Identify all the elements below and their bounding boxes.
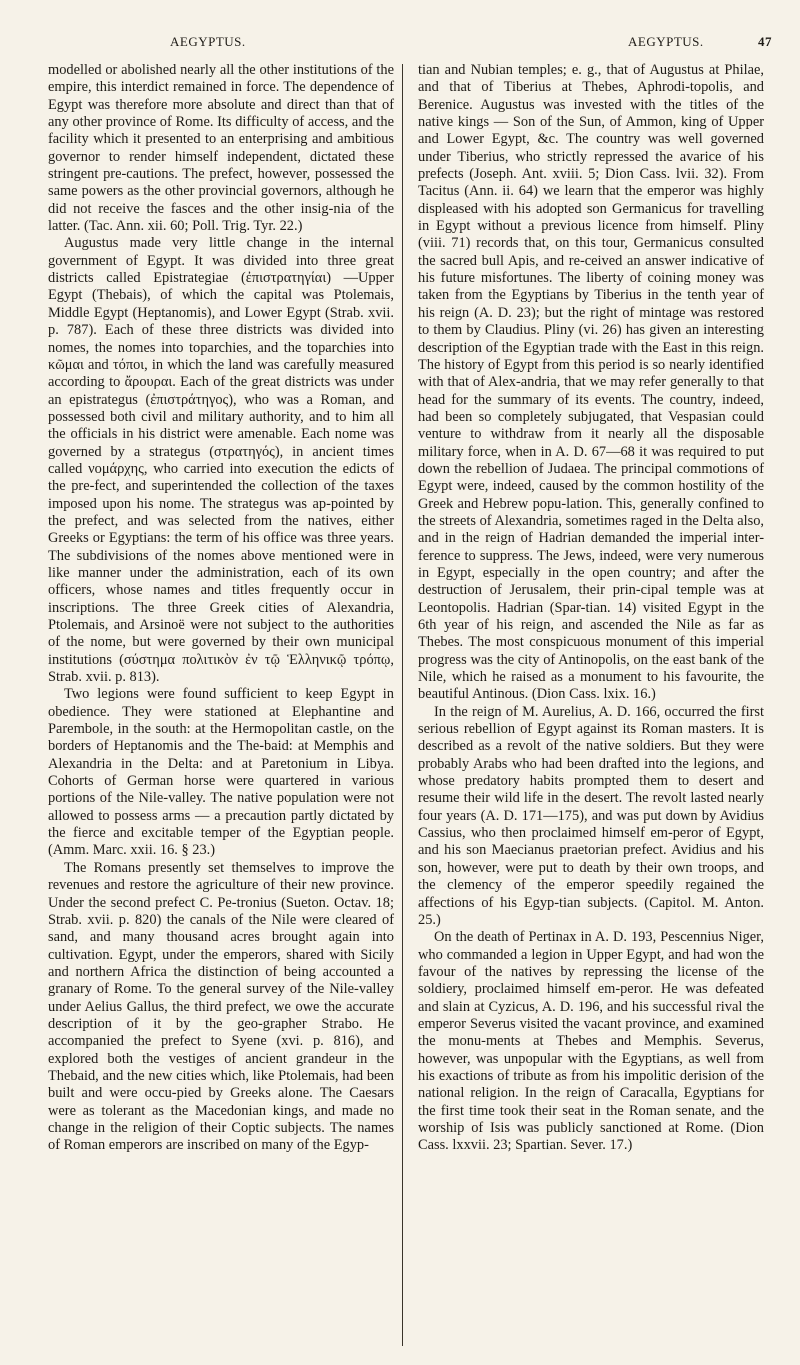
- right-column: [418, 62, 764, 1155]
- paragraph: Two legions were found sufficient to keep Egypt in obedience. They were stationed at Elephantine and Parembole, in the south: at the Hermopolitan castle, on the borders of Heptanomis and the The-baid: at Memphis and Alexandria in the Delta: and at Paretonium in Libya. Cohorts of German horse were quartered in various portions of the Nile-valley. The native population were not allowed to possess arms — a precaution partly dictated by the fierce and excitable temper of the Egyptian people. (Amm. Marc. xxii. 16. § 23.): [48, 686, 394, 859]
- left-column: [48, 62, 394, 1155]
- paragraph: modelled or abolished nearly all the other institutions of the empire, this interdict remained in force. The dependence of Egypt was therefore more absolute and direct than that of any other province of Rome. Its difficulty of access, and the facility which it presented to an enterprising and ambitious governor to render himself independent, dictated these stringent pre-cautions. The prefect, however, possessed the same powers as the other provincial governors, although he did not receive the fasces and the other insig-nia of the latter. (Tac. Ann. xii. 60; Poll. Trig. Tyr. 22.): [48, 62, 394, 235]
- paragraph: Augustus made very little change in the internal government of Egypt. It was divided into three great districts called Epistrategiae (ἐπιστρατηγίαι) —Upper Egypt (Thebais), of which the capital was Ptolemais, Middle Egypt (Heptanomis), and Lower Egypt (Strab. xvii. p. 787). Each of these three districts was divided into nomes, the nomes into toparchies, and the toparchies into κῶμαι and τόποι, in which the land was carefully measured according to ἄρουραι. Each of the great districts was under an epistrategus (ἐπιστράτηγος), who was a Roman, and possessed both civil and military authority, and to him all the officials in his district were amenable. Each nome was governed by a strategus (στρατηγός), in ancient times called νομάρχης, who carried into execution the edicts of the pre-fect, and superintended the collection of the taxes imposed upon his nome. The strategus was ap-pointed by the prefect, and was selected from the natives, either Greeks or Egyptians: the term of his office was three years. The subdivisions of the nomes above mentioned were in like manner under the administration, each of its own officers, whose names and titles frequently occur in inscriptions. The three Greek cities of Alexandria, Ptolemais, and Arsinoë were not subject to the authorities of the nome, but were governed by their own municipal institutions (σύστημα πολιτικὸν ἐν τῷ Ἑλληνικῷ τρόπῳ, Strab. xvii. p. 813).: [48, 235, 394, 686]
- running-header: [0, 0, 800, 58]
- page-number: 47: [758, 34, 772, 49]
- right-running-title: AEGYPTUS.: [628, 34, 704, 49]
- column-divider: [402, 64, 403, 1346]
- paragraph: On the death of Pertinax in A. D. 193, Pescennius Niger, who commanded a legion in Upper Egypt, and had won the favour of the natives by repressing the license of the soldiery, proclaimed himself em-peror. He was defeated and slain at Cyzicus, A. D. 196, and his successful rival the emperor Severus visited the vacant province, and examined the monu-ments at Thebes and Memphis. Severus, however, was unpopular with the Egyptians, as well from his exactions of tribute as from his impolitic derision of the national religion. In the reign of Caracalla, Egyptians for the first time took their seat in the Roman senate, and the worship of Isis was publicly sanctioned at Rome. (Dion Cass. lxxvii. 23; Spartian. Sever. 17.): [418, 929, 764, 1154]
- paragraph: tian and Nubian temples; e. g., that of Augustus at Philae, and that of Tiberius at Thebes, Aphrodi-topolis, and Berenice. Augustus was invested with the titles of the native kings — Son of the Sun, of Ammon, king of Upper and Lower Egypt, &c. The country was well governed under Tiberius, who strictly repressed the avarice of his prefects (Joseph. Ant. xviii. 5; Dion Cass. lvii. 32). From Tacitus (Ann. ii. 64) we learn that the emperor was highly displeased with his adopted son Germanicus for travelling in Egypt without a previous licence from himself. Pliny (viii. 71) records that, on this tour, Germanicus consulted the sacred bull Apis, and re-ceived an answer indicative of his future misfortunes. The liberty of coining money was taken from the Egyptians by Tiberius in the tenth year of his reign (A. D. 23); but the right of mintage was restored to them by Claudius. Pliny (vi. 26) has given an interesting description of the Egyptian trade with the East in this reign. The history of Egypt from this period is so nearly identified with that of Alex-andria, that we may refer generally to that head for the summary of its events. The country, indeed, had been so completely subjugated, that Vespasian could venture to withdraw from it nearly all the disposable military force, when in A. D. 67—68 it was required to put down the rebellion of Judaea. The principal commotions of Egypt were, indeed, caused by the common hostility of the Greek and Hebrew popu-lation. This, generally confined to the streets of Alexandria, sometimes raged in the Delta also, and in the reign of Hadrian demanded the imperial inter-ference to suppress. The Jews, indeed, were very numerous in Egypt, especially in the open country; and after the destruction of Jerusalem, their prin-cipal temple was at Leontopolis. Hadrian (Spar-tian. 14) visited Egypt in the 6th year of his reign, and ascended the Nile as far as Thebes. The most conspicuous monument of this imperial progress was the city of Antinopolis, on the east bank of the Nile, which he raised as a monument to his favourite, the beautiful Antinous. (Dion Cass. lxix. 16.): [418, 62, 764, 703]
- paragraph: The Romans presently set themselves to improve the revenues and restore the agriculture of their new province. Under the second prefect C. Pe-tronius (Sueton. Octav. 18; Strab. xvii. p. 820) the canals of the Nile were cleared of sand, and many thousand acres brought again into cultivation. Egypt, under the emperors, shared with Sicily and northern Africa the distinction of being accounted a granary of Rome. To the general survey of the Nile-valley under Aelius Gallus, the third prefect, we owe the accurate description of it by the geo-grapher Strabo. He accompanied the prefect to Syene (xvi. p. 816), and explored both the vestiges of ancient grandeur in the Thebaid, and the new cities which, like Ptolemais, had been built and were occu-pied by Greeks alone. The Caesars were as tolerant as the Macedonian kings, and made no change in the religion of their Coptic subjects. The names of Roman emperors are inscribed on many of the Egyp-: [48, 859, 394, 1154]
- left-running-title: AEGYPTUS.: [170, 34, 246, 49]
- paragraph: In the reign of M. Aurelius, A. D. 166, occurred the first serious rebellion of Egypt against its Roman masters. It is described as a revolt of the native soldiers. But they were probably Arabs who had been drafted into the legions, and whose predatory habits prompted them to desert and resume their wild life in the desert. The revolt lasted nearly four years (A. D. 171—175), and was put down by Avidius Cassius, who then proclaimed himself em-peror of Egypt, and his son Maecianus praetorian prefect. Avidius and his son, however, were put to death by their own troops, and the clemency of the emperor speedily regained the affections of his Egyp-tian subjects. (Capitol. M. Anton. 25.): [418, 703, 764, 928]
